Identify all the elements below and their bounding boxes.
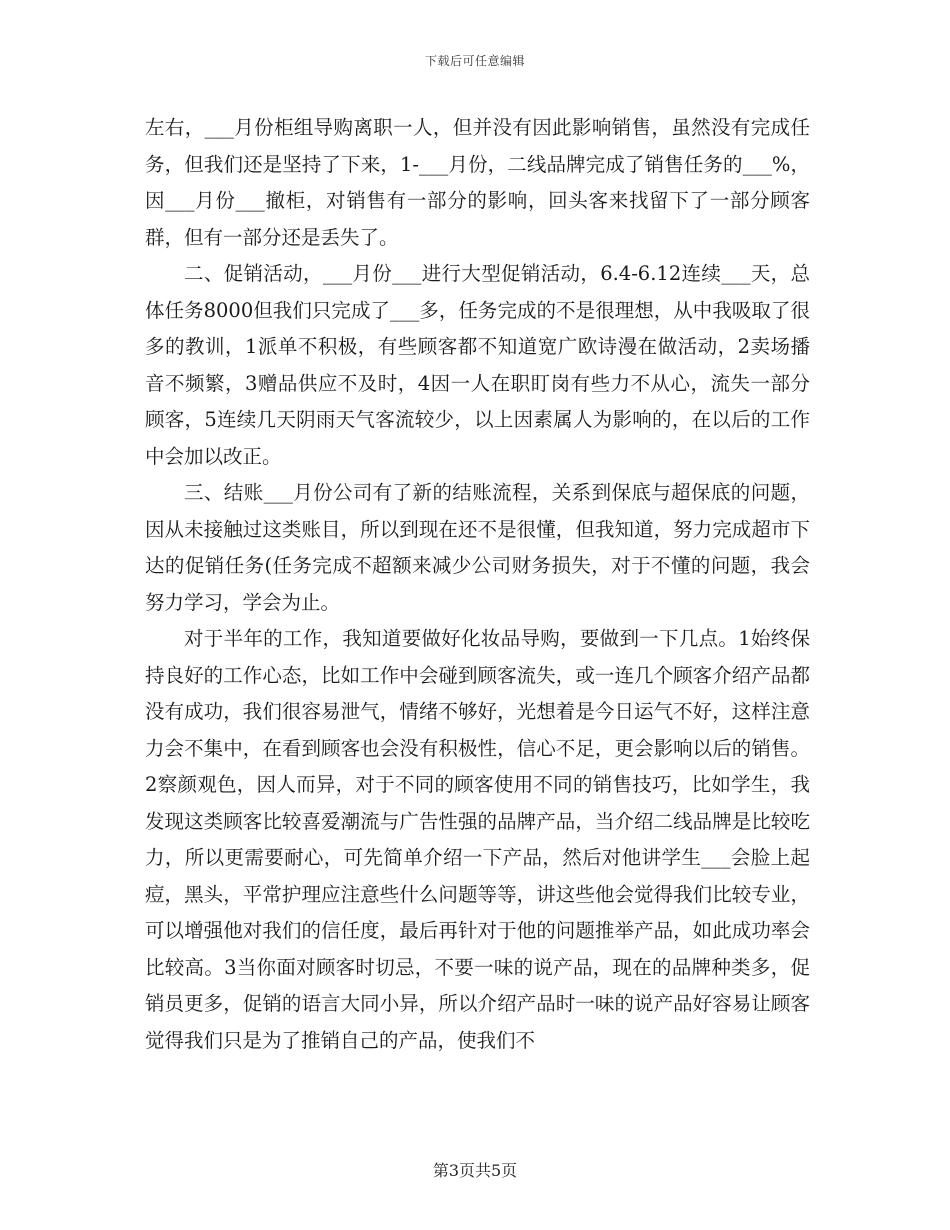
page-header: 下载后可任意编辑 [424, 54, 525, 68]
paragraph-4: 对于半年的工作，我知道要做好化妆品导购，要做到一下几点。1始终保持良好的工作心态，比如工作中会碰到顾客流失，或一连几个顾客介绍产品都没有成功，我们很容易泄气，情绪不够好，光想着是今日运气不好，这样注意力会不集中，在看到顾客也会没有积极性，信心不足，更会影响以后的销售。2察颜观色，因人而异，对于不同的顾客使用不同的销售技巧，比如学生，我发现这类顾客比较喜爱潮流与广告性强的品牌产品，当介绍二线品牌是比较吃力，所以更需要耐心，可先简单介绍一下产品，然后对他讲学生___会脸上起痘，黑头，平常护理应注意些什么问题等等，讲这些他会觉得我们比较专业，可以增强他对我们的信任度，最后再针对于他的问题推举产品，如此成功率会比较高。3当你面对顾客时切忌，不要一味的说产品，现在的品牌种类多，促销员更多，促销的语言大同小异，所以介绍产品时一味的说产品好容易让顾客觉得我们只是为了推销自己的产品，使我们不 [145, 627, 810, 1052]
paragraph-3: 三、结账___月份公司有了新的结账流程，关系到保底与超保底的问题，因从未接触过这类账目，所以到现在还不是很懂，但我知道，努力完成超市下达的促销任务(任务完成不超额来减少公司财务损失，对于不懂的问题，我会努力学习，学会为止。 [145, 481, 810, 614]
document-body [145, 110, 810, 1059]
paragraph-2: 二、促销活动，___月份___进行大型促销活动，6.4-6.12连续___天，总体任务8000但我们只完成了___多，任务完成的不是很理想，从中我吸取了很多的教训，1派单不积极，有些顾客都不知道宽广欧诗漫在做活动，2卖场播音不频繁，3赠品供应不及时，4因一人在职盯岗有些力不从心，流失一部分顾客，5连续几天阴雨天气客流较少，以上因素属人为影响的，在以后的工作中会加以改正。 [145, 262, 810, 468]
page-footer: 第3页共5页 [432, 1161, 518, 1180]
paragraph-1: 左右，___月份柜组导购离职一人，但并没有因此影响销售，虽然没有完成任务，但我们还是坚持了下来，1-___月份，二线品牌完成了销售任务的___%，因___月份___撤柜，对销售有一部分的影响，回头客来找留下了一部分顾客群，但有一部分还是丢失了。 [145, 116, 810, 249]
